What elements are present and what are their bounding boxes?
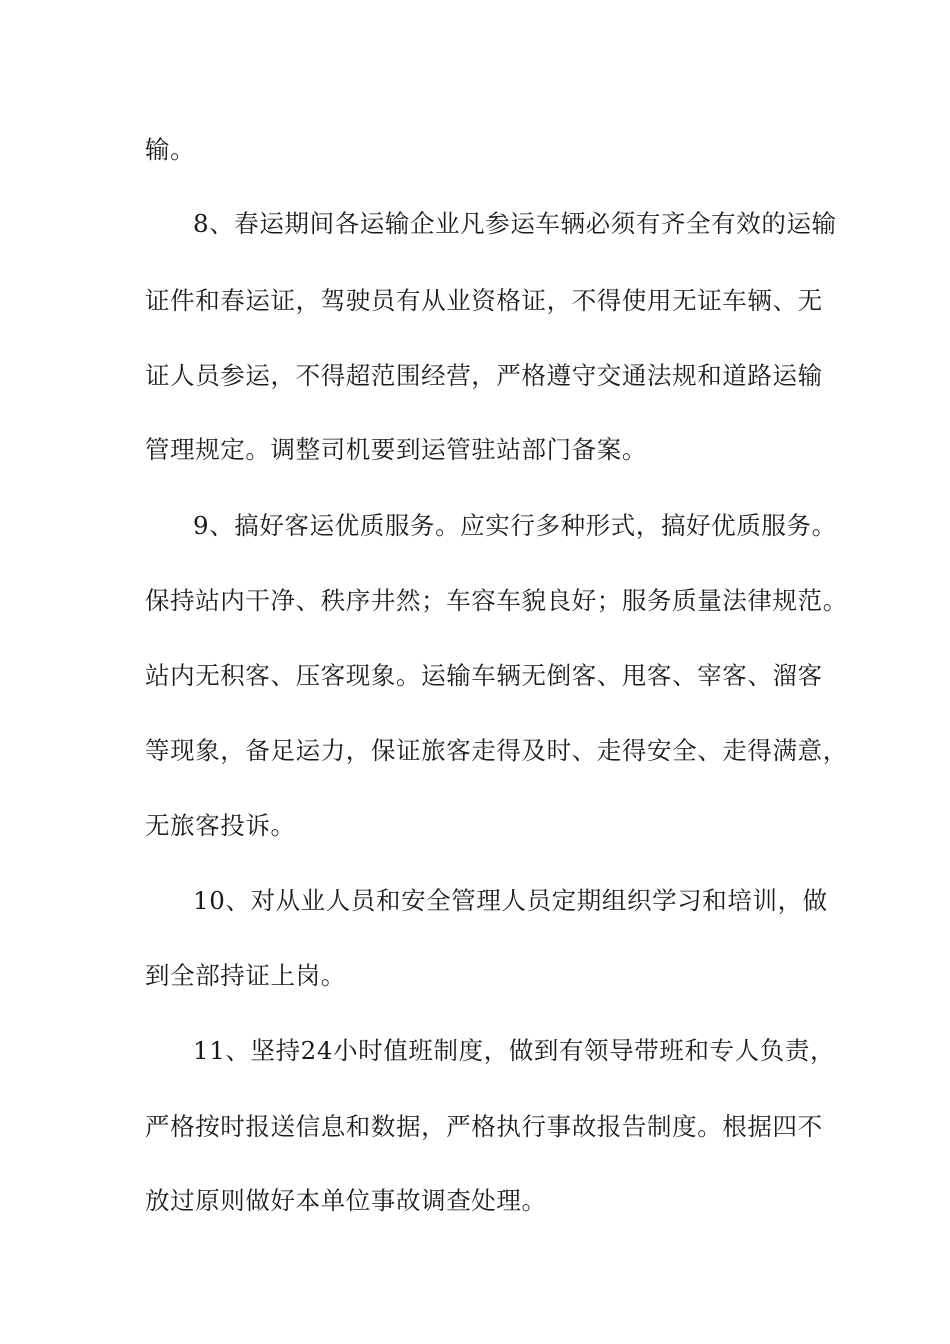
paragraph-8-line-3: 证人员参运，不得超范围经营，严格遵守交通法规和道路运输 bbox=[145, 361, 823, 390]
paragraph-8-line-4: 管理规定。调整司机要到运管驻站部门备案。 bbox=[145, 435, 647, 464]
paragraph-11-line-3: 放过原则做好本单位事故调查处理。 bbox=[145, 1186, 547, 1215]
paragraph-9-line-1: 9、搞好客运优质服务。应实行多种形式，搞好优质服务。 bbox=[193, 511, 837, 540]
paragraph-10-line-1: 10、对从业人员和安全管理人员定期组织学习和培训，做 bbox=[193, 886, 828, 915]
paragraph-8-line-1: 8、春运期间各运输企业凡参运车辆必须有齐全有效的运输 bbox=[193, 209, 837, 238]
paragraph-11-line-2: 严格按时报送信息和数据，严格执行事故报告制度。根据四不 bbox=[145, 1112, 823, 1141]
paragraph-8-line-2: 证件和春运证，驾驶员有从业资格证，不得使用无证车辆、无 bbox=[145, 286, 823, 315]
paragraph-9-line-3: 站内无积客、压客现象。运输车辆无倒客、甩客、宰客、溜客 bbox=[145, 661, 823, 690]
paragraph-9-line-5: 无旅客投诉。 bbox=[145, 811, 296, 840]
paragraph-9-line-4: 等现象，备足运力，保证旅客走得及时、走得安全、走得满意， bbox=[145, 736, 848, 765]
paragraph-10-line-2: 到全部持证上岗。 bbox=[145, 961, 346, 990]
paragraph-9-line-2: 保持站内干净、秩序井然；车容车貌良好；服务质量法律规范。 bbox=[145, 586, 848, 615]
text-line: 输。 bbox=[145, 135, 196, 164]
paragraph-11-line-1: 11、坚持24小时值班制度，做到有领导带班和专人负责， bbox=[193, 1036, 836, 1065]
